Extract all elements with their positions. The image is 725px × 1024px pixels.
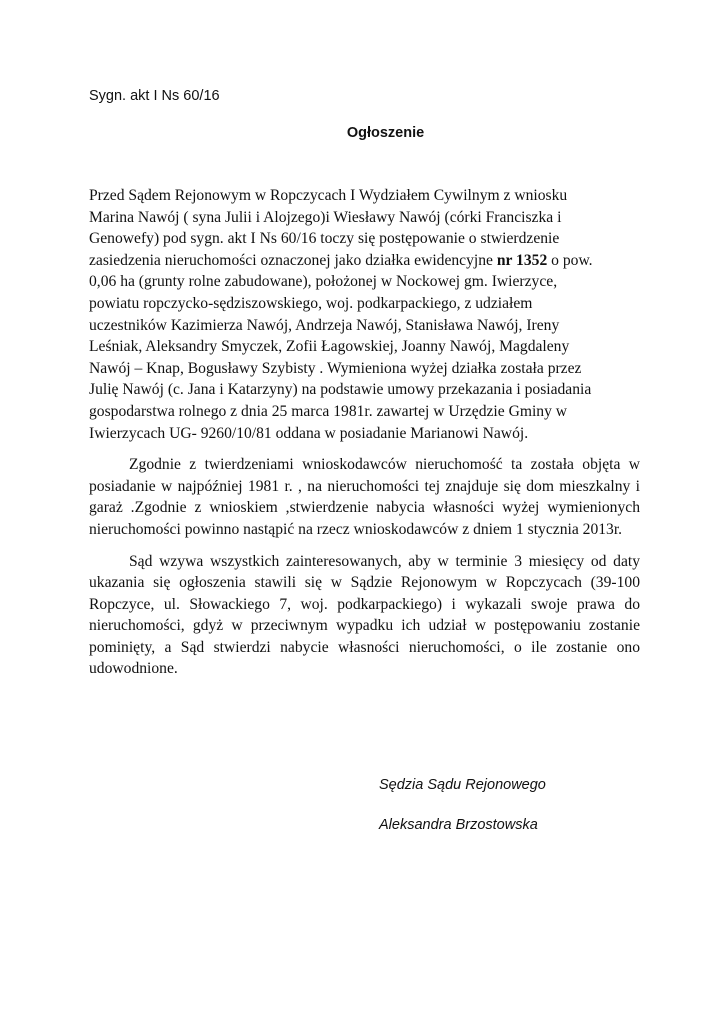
case-reference: Sygn. akt I Ns 60/16 [89,88,220,104]
paragraph-1-line: uczestników Kazimierza Nawój, Andrzeja Nawój, Stanisława Nawój, Ireny [89,316,560,334]
page-title: Ogłoszenie [346,125,425,141]
paragraph-1-text: zasiedzenia nieruchomości oznaczonej jako działka ewidencyjne [89,251,497,269]
paragraph-1-line: Iwierzycach UG- 9260/10/81 oddana w posiadanie Marianowi Nawój. [89,424,529,442]
parcel-number: nr 1352 [496,251,548,269]
paragraph-1-line: Przed Sądem Rejonowym w Ropczycach I Wydziałem Cywilnym z wniosku [89,187,568,204]
paragraph-1 [89,185,640,444]
signature-position: Sędzia Sądu Rejonowego [379,777,546,793]
paragraph-1-line: gospodarstwa rolnego z dnia 25 marca 1981r. zawartej w Urzędzie Gminy w [89,402,568,420]
document-body [89,185,640,680]
paragraph-1-line: Julię Nawój (c. Jana i Katarzyny) na podstawie umowy przekazania i posiadania [89,381,592,399]
paragraph-1-line: Marina Nawój ( syna Julii i Alojzego)i Wiesławy Nawój (córki Franciszka i [89,208,562,226]
paragraph-2: Zgodnie z twierdzeniami wnioskodawców nieruchomość ta została objęta w posiadanie w najpóźniej 1981 r. , na nieruchomości tej znajduje się dom mieszkalny i garaż .Zgodnie z wnioskiem ,stwierdzenie nabycia własności wyżej wymienionych nieruchomości powinno nastąpić na rzecz wnioskodawców z dniem 1 stycznia 2013r. [89,456,640,538]
paragraph-1-line: powiatu ropczycko-sędziszowskiego, woj. podkarpackiego, z udziałem [89,294,533,312]
paragraph-1-line [89,250,640,272]
signature-name: Aleksandra Brzostowska [379,817,538,833]
paragraph-1-line: 0,06 ha (grunty rolne zabudowane), położonej w Nockowej gm. Iwierzyce, [89,273,558,291]
paragraph-1-line: Genowefy) pod sygn. akt I Ns 60/16 toczy się postępowanie o stwierdzenie [89,230,560,248]
paragraph-3: Sąd wzywa wszystkich zainteresowanych, aby w terminie 3 miesięcy od daty ukazania się ogłoszenia stawili się w Sądzie Rejonowym w Ropczycach (39-100 Ropczyce, ul. Słowackiego 7, woj. podkarpackiego) i wykazali swoje prawa do nieruchomości, gdyż w przeciwnym wypadku ich udział w postępowaniu zostanie pominięty, a Sąd stwierdzi nabycie własności nieruchomości, o ile zostanie ono udowodnione. [89,552,640,678]
paragraph-1-line: Leśniak, Aleksandry Smyczek, Zofii Łagowskiej, Joanny Nawój, Magdaleny [89,338,570,356]
paragraph-1-text: o pow. [547,251,593,269]
paragraph-1-line: Nawój – Knap, Bogusławy Szybisty . Wymieniona wyżej działka została przez [89,359,582,377]
